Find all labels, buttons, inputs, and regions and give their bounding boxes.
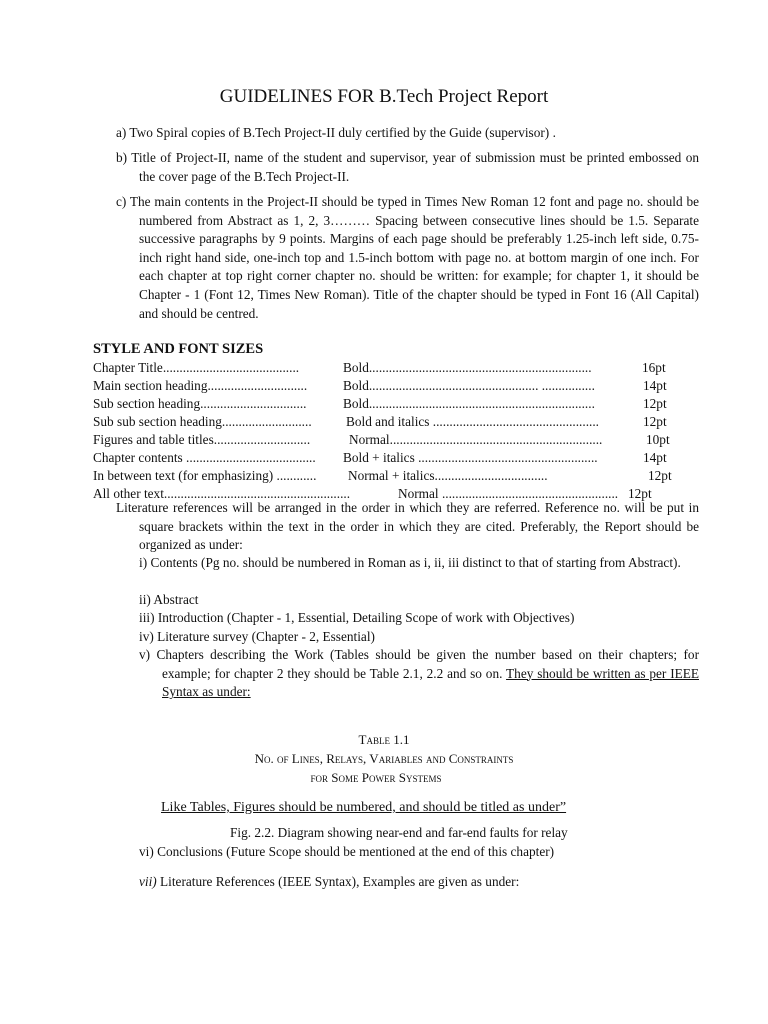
- style-row-style: Bold....................................................................: [343, 396, 595, 411]
- figure-note: Like Tables, Figures should be numbered, and should be titled as under”: [161, 800, 567, 815]
- paragraph-b: b) Title of Project-II, name of the student and supervisor, year of submission must be printed embossed on the cover page of the B.Tech Project-II.: [116, 150, 699, 184]
- style-row-style: Bold and italics ..................................................: [346, 414, 599, 429]
- style-row: [93, 431, 675, 449]
- page-title: GUIDELINES FOR B.Tech Project Report: [219, 86, 549, 107]
- style-row-style: Bold................................................... ................: [343, 378, 595, 393]
- list-item-v-text: v) Chapters describing the Work (Tables should be given the number based on their chapters; for example; for chapter 2 they should be Table 2.1, 2.2 and so on.: [139, 647, 699, 681]
- paragraph-a: a) Two Spiral copies of B.Tech Project-II duly certified by the Guide (supervisor) .: [116, 125, 556, 140]
- style-row-size: 14pt: [643, 450, 667, 465]
- list-item-i: i) Contents (Pg no. should be numbered in Roman as i, ii, iii distinct to that of starting from Abstract).: [139, 555, 681, 570]
- style-row-label: All other text........................................................: [93, 486, 351, 501]
- list-item-vi: vi) Conclusions (Future Scope should be mentioned at the end of this chapter): [139, 844, 555, 859]
- style-row: [93, 449, 675, 467]
- style-row-size: 12pt: [643, 396, 667, 411]
- style-row-size: 14pt: [643, 378, 667, 393]
- style-heading: STYLE AND FONT SIZES: [93, 341, 264, 357]
- style-row-size: 12pt: [643, 414, 667, 429]
- list-item-vii: [139, 873, 676, 892]
- list-item-iv: iv) Literature survey (Chapter - 2, Essential): [139, 629, 375, 644]
- style-row: [93, 359, 675, 377]
- style-row-style: Normal + italics..................................: [348, 468, 548, 483]
- style-row-label: Sub sub section heading...........................: [93, 414, 312, 429]
- list-item-v-underlined: They should be written as per IEEE Syntax as under:: [162, 665, 699, 700]
- list-item-vii-label: vii): [139, 874, 157, 889]
- style-row-size: 10pt: [646, 432, 670, 447]
- style-row-label: Chapter contents .......................................: [93, 450, 316, 465]
- table-caption-number: Table 1.1: [358, 732, 410, 747]
- style-row-style: Normal .....................................................: [398, 486, 619, 501]
- table-caption-subtitle: for Some Power Systems: [310, 770, 442, 785]
- table-caption-title: No. of Lines, Relays, Variables and Constraints: [254, 751, 514, 766]
- style-row-label: Figures and table titles.............................: [93, 432, 311, 447]
- figure-caption: Fig. 2.2. Diagram showing near-end and far-end faults for relay: [230, 825, 568, 840]
- style-row-style: Bold + italics ......................................................: [343, 450, 598, 465]
- list-item-iii: iii) Introduction (Chapter - 1, Essential, Detailing Scope of work with Objectives): [139, 610, 575, 625]
- style-row: [93, 413, 675, 431]
- style-row-label: Chapter Title.........................................: [93, 360, 300, 375]
- style-row-label: In between text (for emphasizing) ............: [93, 468, 317, 483]
- paragraph-c: c) The main contents in the Project-II should be typed in Times New Roman 12 font and page no. should be numbered from Abstract as 1, 2, 3……… Spacing between consecutive lines should be 1.5. Separate successive paragraphs by 9 points. Margins of each page should be preferably 1.25-inch left side, 0.75-inch right hand side, one-inch top and 1.5-inch bottom with page no. at bottom margin of one inch. For each chapter at top right corner chapter no. should be written: for example; for chapter 1, it should be Chapter - 1 (Font 12, Times New Roman). Title of the chapter should be typed in Font 16 (All Capital) and should be centred.: [116, 194, 699, 321]
- literature-intro: Literature references will be arranged in the order in which they are referred. Reference no. will be put in square brackets within the text in the order in which they are cited. Preferably, the Report should be organized as under:: [116, 500, 699, 553]
- style-row: [93, 467, 675, 485]
- style-row-size: 16pt: [642, 360, 666, 375]
- style-row-size: 12pt: [648, 468, 672, 483]
- list-item-vii-text: Literature References (IEEE Syntax), Examples are given as under:: [156, 874, 520, 889]
- list-item-ii: ii) Abstract: [139, 592, 199, 607]
- style-row-size: 12pt: [628, 486, 652, 501]
- style-row-label: Sub section heading................................: [93, 396, 307, 411]
- style-row-style: Bold...................................................................: [343, 360, 592, 375]
- style-row-label: Main section heading..............................: [93, 378, 308, 393]
- style-row: [93, 377, 675, 395]
- style-row-style: Normal................................................................: [349, 432, 603, 447]
- list-item-v: [139, 646, 699, 702]
- style-row: [93, 395, 675, 413]
